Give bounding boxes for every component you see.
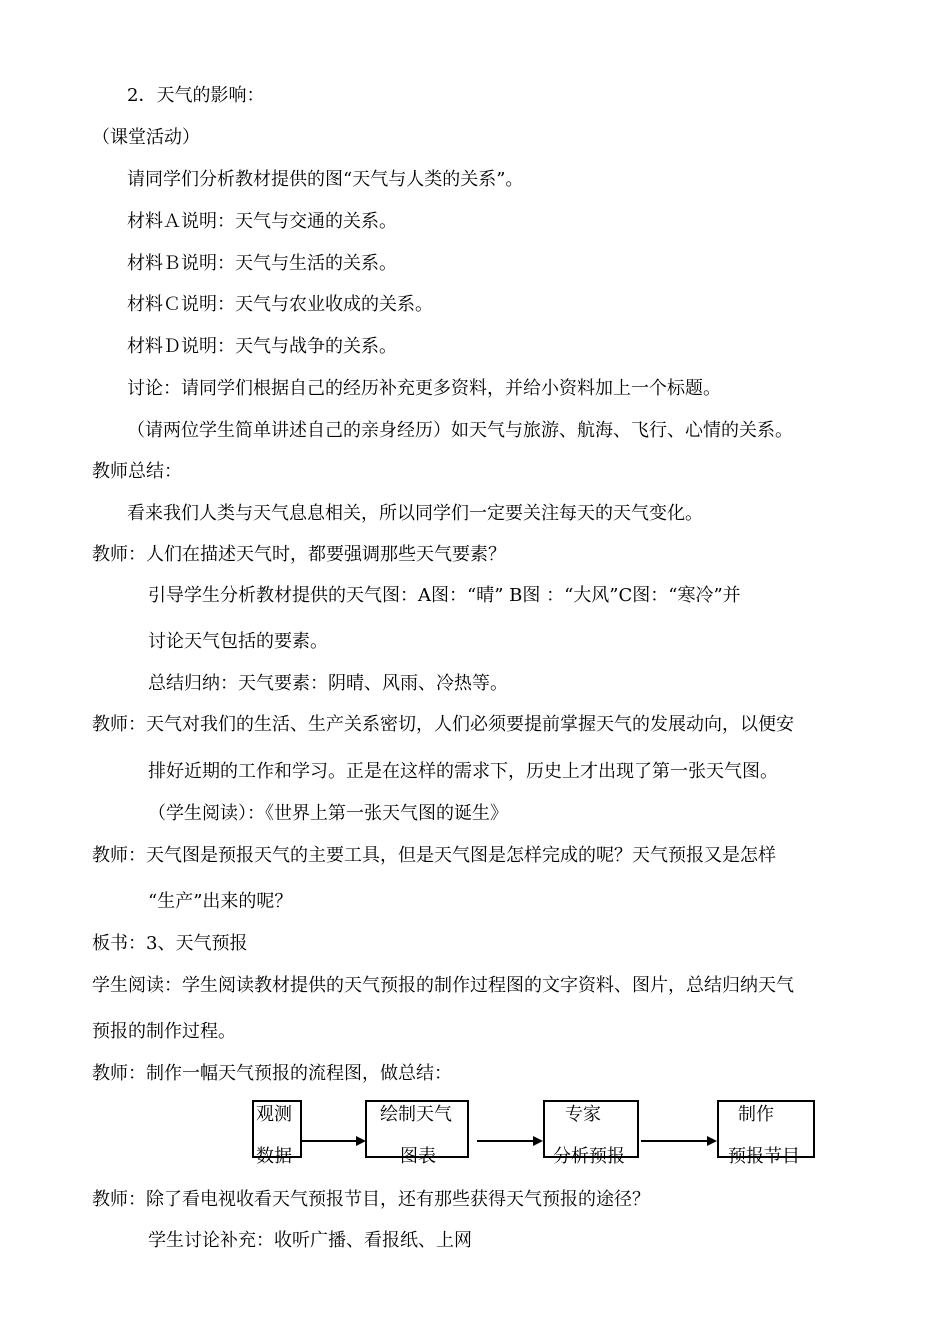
flow-box-chart-label-2: 图表 xyxy=(400,1146,436,1167)
paragraph: 排好近期的工作和学习。正是在这样的需求下，历史上才出现了第一张天气图。 xyxy=(148,761,778,782)
paragraph: 材料Ｄ说明：天气与战争的关系。 xyxy=(127,336,397,357)
flow-box-expert-label-1: 专家 xyxy=(565,1104,601,1125)
flow-box-observe-label-2: 数据 xyxy=(256,1146,292,1167)
paragraph: 板书：3、天气预报 xyxy=(92,933,248,954)
paragraph: 请同学们分析教材提供的图“天气与人类的关系”。 xyxy=(127,169,524,190)
paragraph: （学生阅读）：《世界上第一张天气图的诞生》 xyxy=(148,803,508,824)
paragraph: 引导学生分析教材提供的天气图：A图：“晴” B图 ：“大风”C图：“寒冷”并 xyxy=(148,585,741,606)
flow-arrow-1 xyxy=(300,1134,368,1148)
paragraph: 教师：除了看电视收看天气预报节目，还有那些获得天气预报的途径？ xyxy=(92,1189,650,1210)
paragraph: 材料Ｂ说明：天气与生活的关系。 xyxy=(127,253,397,274)
paragraph: 教师：制作一幅天气预报的流程图，做总结： xyxy=(92,1063,452,1084)
flow-box-produce-label-1: 制作 xyxy=(738,1104,774,1125)
paragraph: 学生讨论补充：收听广播、看报纸、上网 xyxy=(148,1230,472,1251)
paragraph: 教师：天气图是预报天气的主要工具，但是天气图是怎样完成的呢？天气预报又是怎样 xyxy=(92,845,776,866)
flow-box-expert-label-2: 分析预报 xyxy=(553,1146,625,1167)
paragraph: 材料Ａ说明：天气与交通的关系。 xyxy=(127,211,397,232)
paragraph: 学生阅读：学生阅读教材提供的天气预报的制作过程图的文字资料、图片，总结归纳天气 xyxy=(92,975,794,996)
section-heading: 2．天气的影响： xyxy=(127,85,265,106)
paragraph: 讨论：请同学们根据自己的经历补充更多资料，并给小资料加上一个标题。 xyxy=(127,378,721,399)
paragraph: （请两位学生简单讲述自己的亲身经历）如天气与旅游、航海、飞行、心情的关系。 xyxy=(127,420,793,441)
paragraph: 教师：天气对我们的生活、生产关系密切，人们必须要提前掌握天气的发展动向，以便安 xyxy=(92,714,794,735)
paragraph: 材料Ｃ说明：天气与农业收成的关系。 xyxy=(127,294,433,315)
paragraph: （课堂活动） xyxy=(92,127,200,148)
paragraph: 教师总结： xyxy=(92,461,182,482)
flow-box-chart-label-1: 绘制天气 xyxy=(380,1104,452,1125)
paragraph: 讨论天气包括的要素。 xyxy=(148,631,328,652)
flow-box-produce-label-2: 预报节目 xyxy=(728,1146,800,1167)
paragraph: 总结归纳：天气要素：阴晴、风雨、冷热等。 xyxy=(148,673,508,694)
flow-box-observe-label-1: 观测 xyxy=(256,1104,292,1125)
paragraph: 预报的制作过程。 xyxy=(92,1021,236,1042)
paragraph: “生产”出来的呢？ xyxy=(148,891,293,912)
paragraph: 看来我们人类与天气息息相关，所以同学们一定要关注每天的天气变化。 xyxy=(127,503,703,524)
paragraph: 教师：人们在描述天气时，都要强调那些天气要素？ xyxy=(92,544,506,565)
flow-arrow-2 xyxy=(475,1134,545,1148)
flow-arrow-3 xyxy=(639,1134,719,1148)
